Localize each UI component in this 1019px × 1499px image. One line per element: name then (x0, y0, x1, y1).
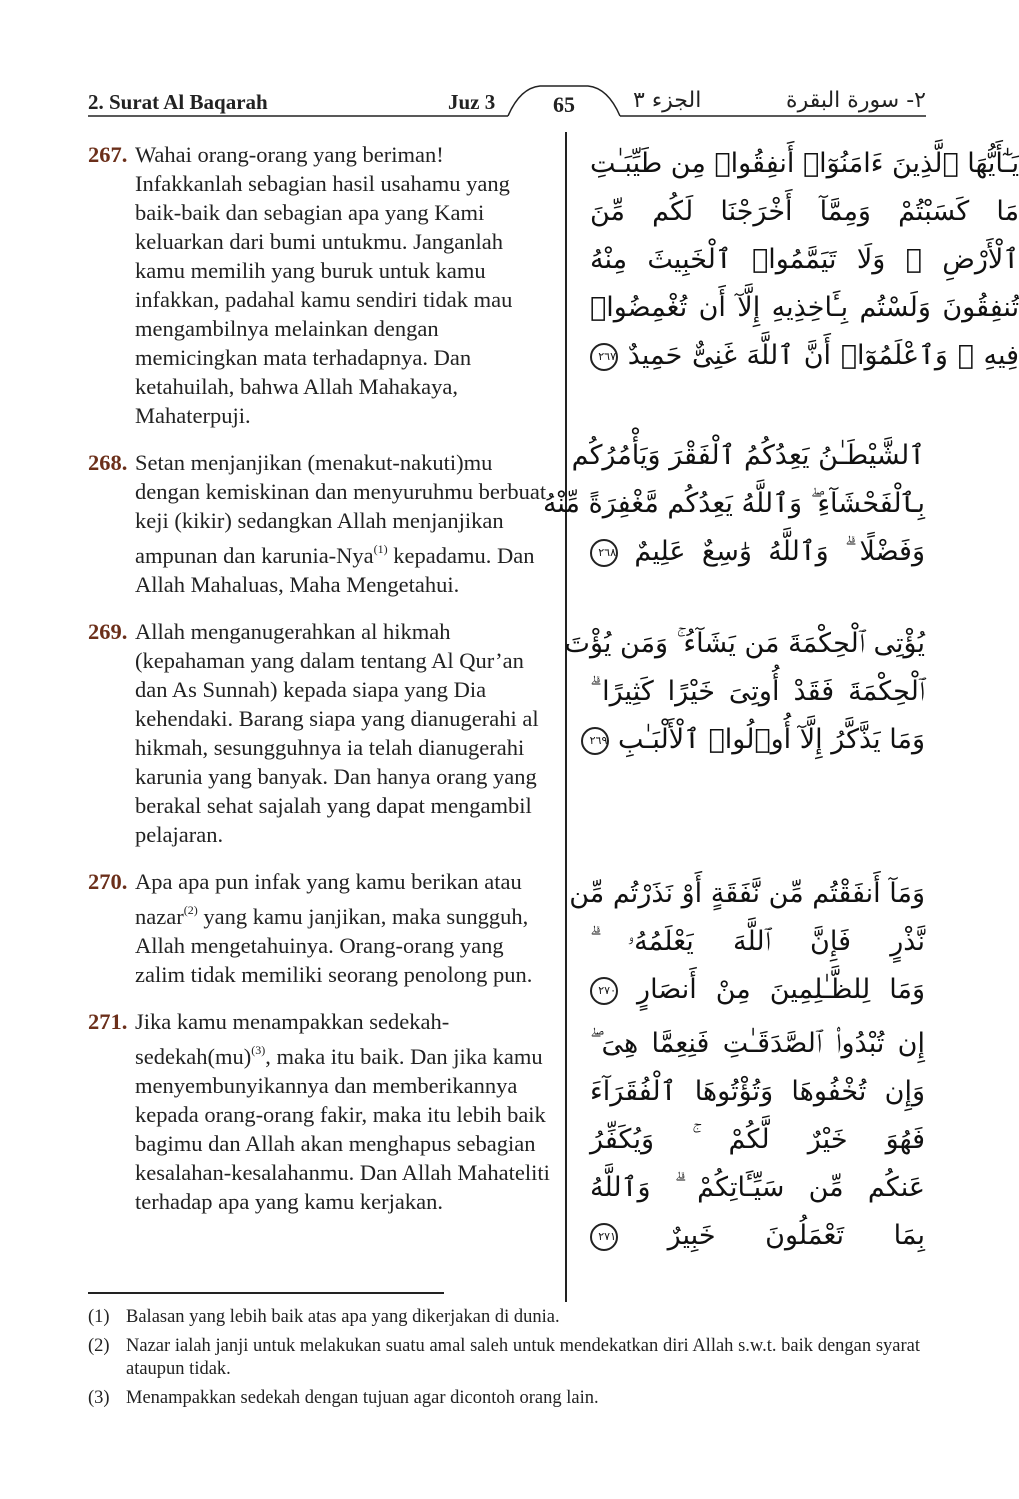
footnote-number: (3) (88, 1388, 110, 1408)
column-divider (565, 132, 567, 1302)
verse-270-arabic (569, 870, 925, 1014)
verse-end-marker: ٢٦٩ (581, 727, 609, 755)
verse-number: 267. (88, 142, 128, 167)
verse-text: Allah menganugerahkan al hikmah (kepahaman yang dalam tentang Al Qur’an dan As Sunnah) kepada siapa yang Dia kehendaki. Barang siapa yang dianugerahi al hikmah, sesungguhnya ia telah dianugerahi karunia yang banyak. Dan hanya orang yang berakal sehat sajalah yang dapat mengambil pelajaran. (135, 619, 539, 847)
footnote-text: Nazar ialah janji untuk melakukan suatu amal saleh untuk mendekatkan diri Allah s.w.t. baik dengan syarat ataupun tidak. (126, 1336, 920, 1379)
arabic-line: مَا كَسَبْتُمْ وَمِمَّآ أَخْرَجْنَا لَكُم مِّنَ (590, 196, 1019, 227)
verse-271-arabic (590, 1020, 925, 1260)
arabic-line: وَمَا لِلظَّـٰلِمِينَ مِنْ أَنصَارٍ (637, 974, 925, 1005)
verse-271-translation (88, 1007, 554, 1216)
arabic-line: وَإِن تُخْفُوهَا وَتُؤْتُوهَا ٱلْفُقَرَآءَ (590, 1076, 925, 1107)
surah-title-latin: 2. Surat Al Baqarah (88, 90, 268, 114)
footnotes (88, 1306, 920, 1416)
footnote-rule (88, 1292, 444, 1294)
footnote-text: Balasan yang lebih baik atas apa yang dikerjakan di dunia. (126, 1307, 560, 1327)
arabic-line: بِمَا تَعْمَلُونَ خَبِيرٌ (667, 1220, 925, 1251)
arabic-line: يَـٰٓأَيُّهَا ٱلَّذِينَ ءَامَنُوٓا۟ أَنفِقُوا۟ مِن طَيِّبَـٰتِ (590, 148, 1019, 179)
arabic-line: ٱلشَّيْطَـٰنُ يَعِدُكُمُ ٱلْفَقْرَ وَيَأْمُرُكُم (571, 440, 925, 471)
verse-number: 269. (88, 619, 128, 644)
verse-text-cont: kepadamu. Dan Allah Mahaluas, Maha Mengetahui. (135, 543, 535, 597)
arabic-line: وَمَآ أَنفَقْتُم مِّن نَّفَقَةٍ أَوْ نَذَرْتُم مِّن (569, 878, 925, 909)
surah-title-arabic: ٢- سورة البقرة (786, 88, 926, 113)
arabic-line: وَمَا يَذَّكَّرُ إِلَّآ أُو۟لُوا۟ ٱلْأَلْبَـٰبِ (617, 724, 925, 755)
juz-label-arabic: الجزء ٣ (633, 88, 702, 113)
verse-text: Wahai orang-orang yang beriman! Infakkanlah sebagian hasil usahamu yang baik-baik dan sebagian apa yang Kami keluarkan dari bumi untukmu. Janganlah kamu memilih yang buruk untuk kamu infakkan, padahal kamu sendiri tidak mau mengambilnya melainkan dengan memicingkan mata terhadapnya. Dan ketahuilah, bahwa Allah Mahakaya, Mahaterpuji. (135, 142, 513, 428)
verse-270-translation (88, 867, 554, 989)
arabic-line: تُنفِقُونَ وَلَسْتُم بِـَٔاخِذِيهِ إِلَّآ أَن تُغْمِضُوا۟ (590, 292, 1019, 323)
verse-267-translation (88, 140, 554, 430)
footnote-1 (88, 1306, 920, 1329)
arabic-line: وَفَضْلًا ۗ وَٱللَّهُ وَٰسِعٌ عَلِيمٌ (634, 536, 925, 567)
verse-end-marker: ٢٦٧ (590, 343, 618, 371)
verse-text-cont: , maka itu baik. Dan jika kamu menyembunyikannya dan memberikannya kepada orang-orang fakir, maka itu lebih baik bagimu dan Allah akan menghapus sebagian kesalahan-kesalahanmu. Dan Allah Mahateliti terhadap apa yang kamu kerjakan. (135, 1044, 550, 1214)
verse-text: Jika kamu menampakkan sedekah-sedekah(mu) (135, 1009, 450, 1069)
verse-text: Apa apa pun infak yang kamu berikan atau nazar (135, 869, 522, 929)
verse-text: Setan menjanjikan (menakut-nakuti)mu dengan kemiskinan dan menyuruhmu berbuat keji (kikir) sedangkan Allah menjanjikan ampunan dan karunia-Nya (135, 450, 547, 568)
verse-number: 268. (88, 450, 128, 475)
footnote-text: Menampakkan sedekah dengan tujuan agar dicontoh orang lain. (126, 1388, 599, 1408)
verse-267-arabic (590, 140, 1019, 380)
footnote-3 (88, 1387, 920, 1410)
verse-end-marker: ٢٧١ (590, 1223, 618, 1251)
arabic-line: عَنكُم مِّن سَيِّـَٔاتِكُمْ ۗ وَٱللَّهُ (590, 1172, 925, 1203)
arabic-line: نَّذْرٍ فَإِنَّ ٱللَّهَ يَعْلَمُهُۥ ۗ (590, 926, 925, 957)
verse-end-marker: ٢٧٠ (590, 977, 618, 1005)
page-number: 65 (553, 92, 575, 117)
footnote-ref: (3) (251, 1043, 266, 1057)
footnote-2 (88, 1335, 920, 1381)
arabic-line: ٱلْحِكْمَةَ فَقَدْ أُوتِىَ خَيْرًا كَثِيرًا ۗ (590, 676, 925, 707)
arabic-line: ٱلْأَرْضِ ۖ وَلَا تَيَمَّمُوا۟ ٱلْخَبِيثَ مِنْهُ (590, 244, 1019, 275)
arabic-line: بِٱلْفَحْشَآءِ ۖ وَٱللَّهُ يَعِدُكُم مَّغْفِرَةً مِّنْهُ (542, 488, 925, 519)
verse-text-cont: yang kamu janjikan, maka sungguh, Allah mengetahuinya. Orang-orang yang zalim tidak memiliki seorang penolong pun. (135, 904, 533, 987)
arabic-line: فِيهِ ۚ وَٱعْلَمُوٓا۟ أَنَّ ٱللَّهَ غَنِىٌّ حَمِيدٌ (627, 340, 1019, 371)
verse-269-arabic (564, 620, 925, 764)
footnote-ref: (2) (183, 903, 198, 917)
footnote-ref: (1) (373, 542, 388, 556)
footnote-number: (1) (88, 1307, 110, 1327)
footnote-number: (2) (88, 1336, 110, 1356)
arabic-line: إِن تُبْدُوا۟ ٱلصَّدَقَـٰتِ فَنِعِمَّا هِىَ ۖ (590, 1028, 925, 1059)
page-header (88, 82, 926, 126)
verse-number: 270. (88, 869, 128, 894)
verse-268-arabic (542, 432, 925, 576)
verse-268-translation (88, 448, 554, 599)
translation-column (88, 140, 554, 1230)
arabic-line: فَهُوَ خَيْرٌ لَّكُمْ ۚ وَيُكَفِّرُ (590, 1124, 925, 1155)
juz-label-latin: Juz 3 (448, 90, 496, 114)
verse-269-translation (88, 617, 554, 849)
arabic-line: يُؤْتِى ٱلْحِكْمَةَ مَن يَشَآءُ ۚ وَمَن يُؤْتَ (564, 628, 925, 659)
verse-number: 271. (88, 1009, 128, 1034)
verse-end-marker: ٢٦٨ (590, 539, 618, 567)
